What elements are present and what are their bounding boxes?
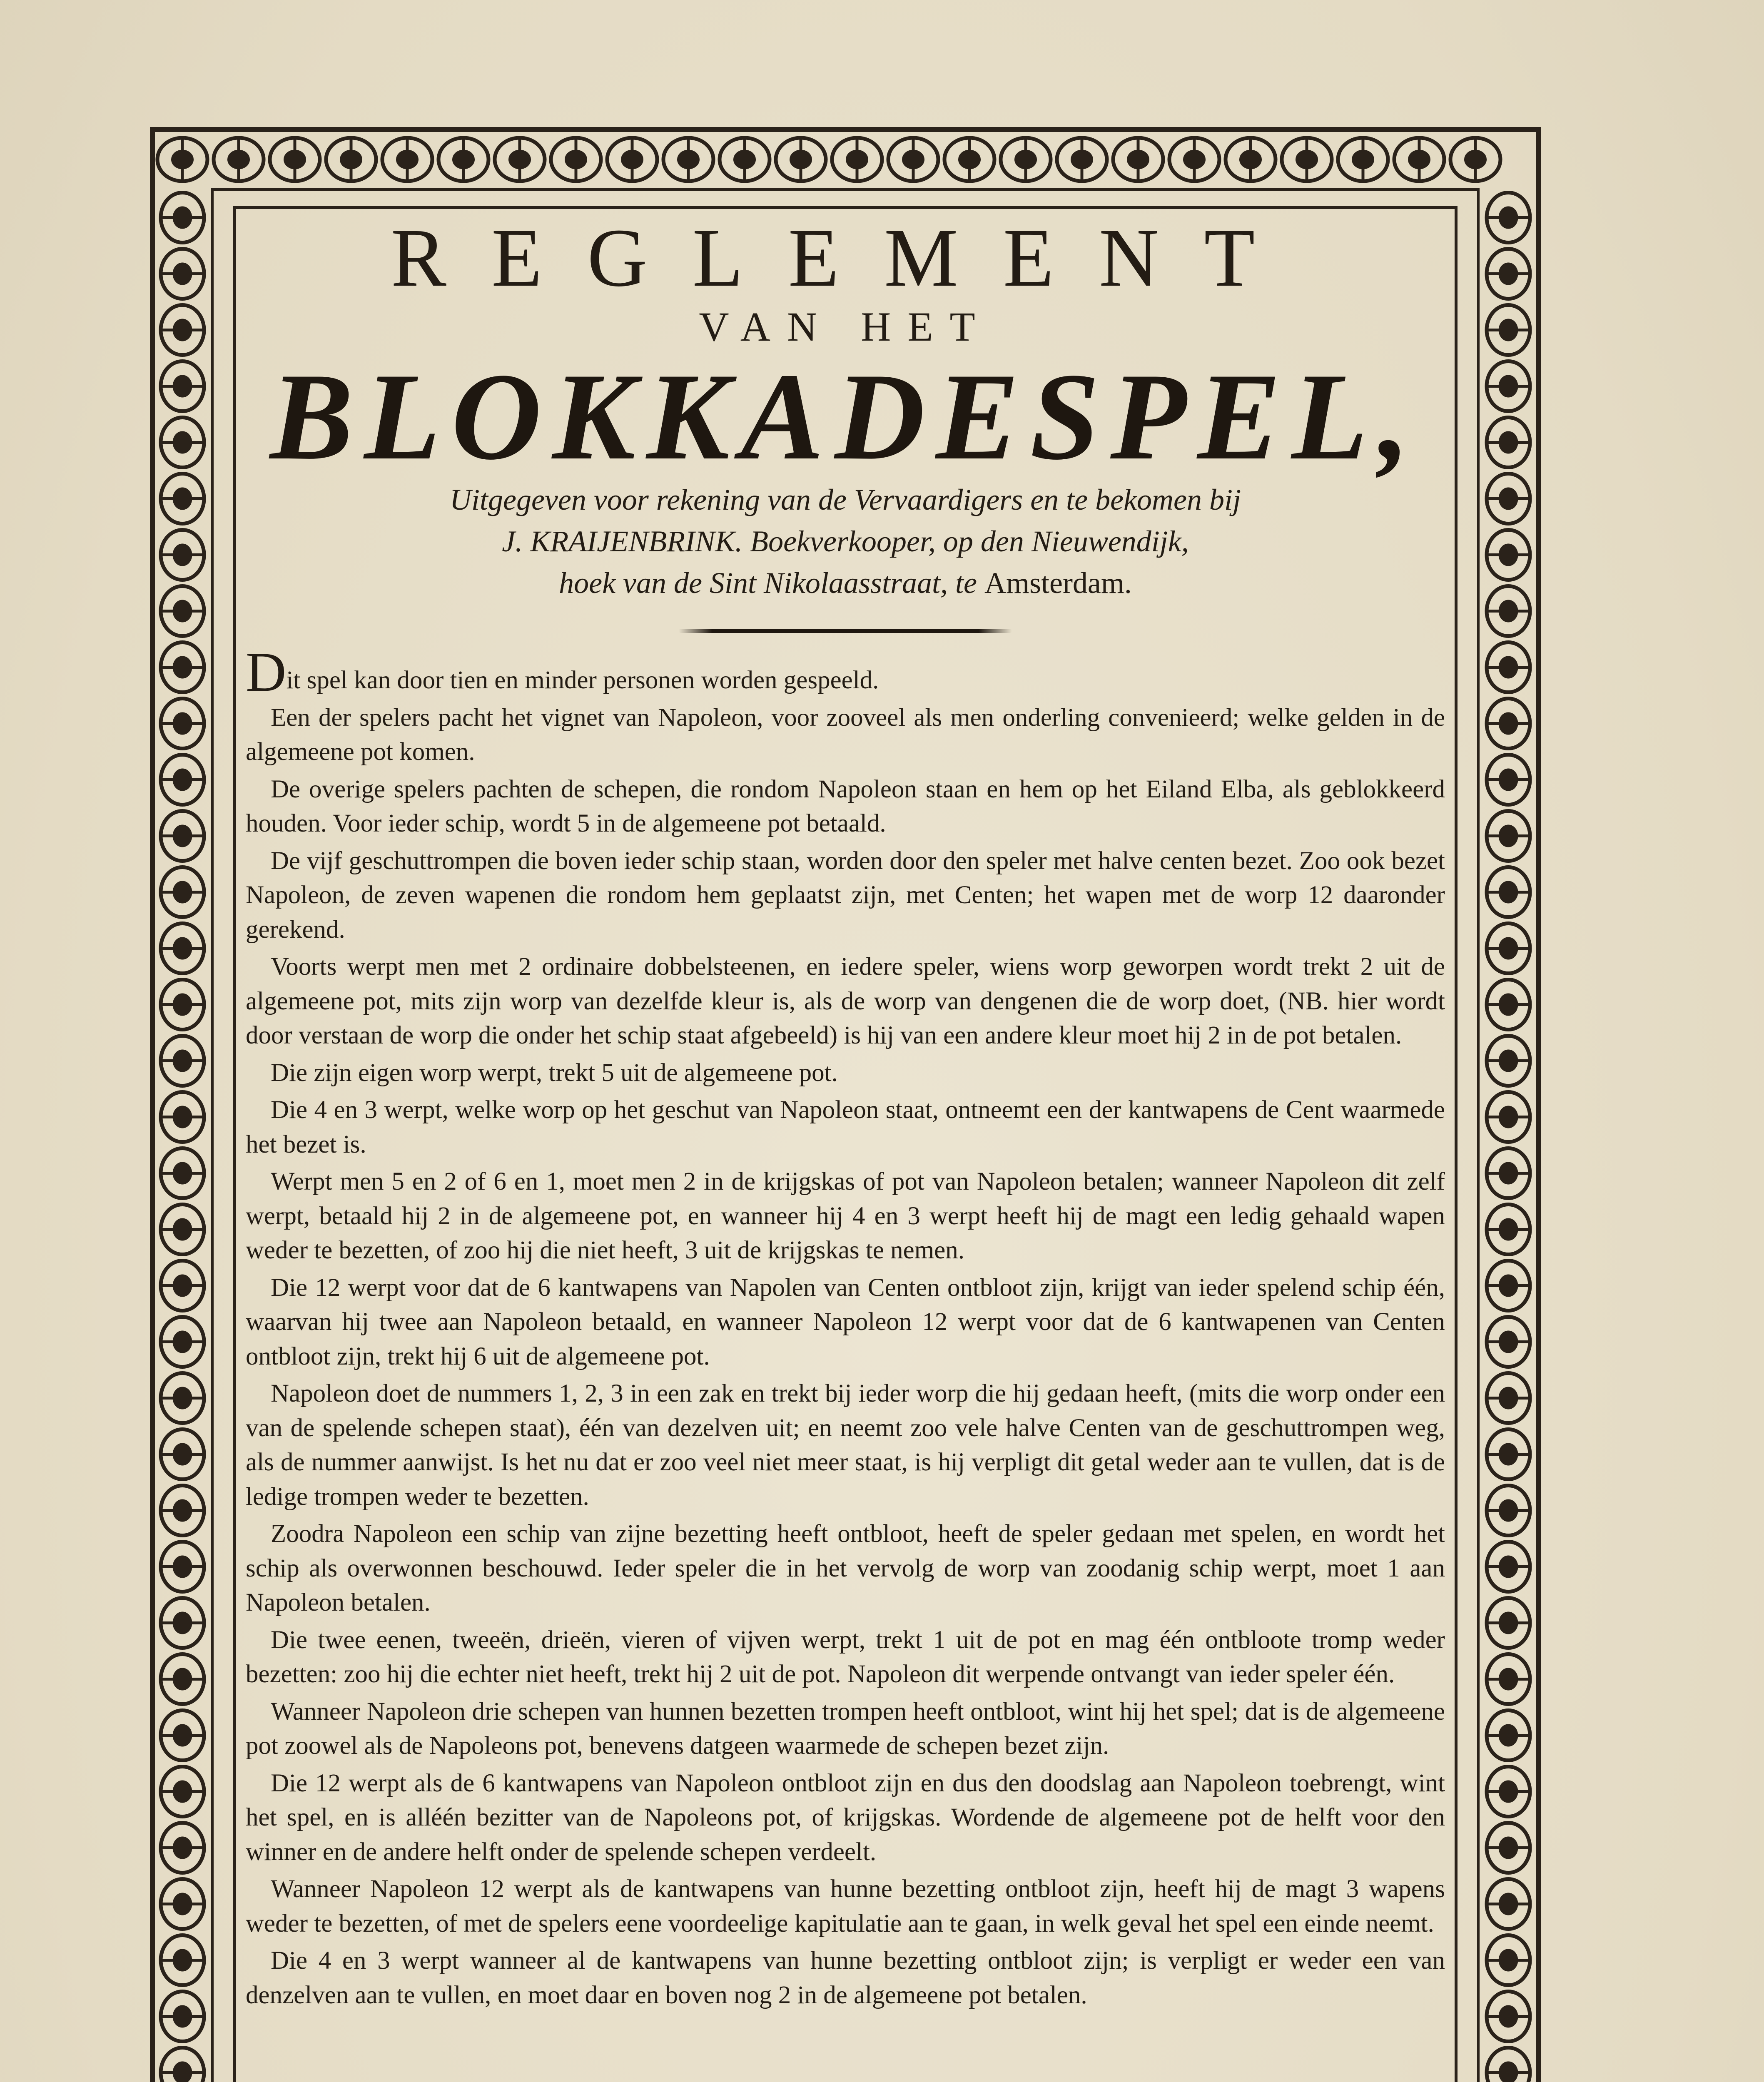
- border-ornament: [1487, 193, 1530, 243]
- border-ornament: [161, 1823, 204, 1873]
- border-ornament: [1487, 1036, 1530, 1086]
- border-ornament: [1487, 811, 1530, 861]
- publisher-line-upright: Amsterdam.: [984, 566, 1132, 600]
- rule-paragraph: Wanneer Napoleon drie schepen van hunnen bezetten trompen heeft ontbloot, wint hij het spel; dat is de algemeene pot zoowel als de Napoleons pot, benevens datgeen waarmede de schepen bezet zijn.: [246, 1697, 1445, 1760]
- first-paragraph-text: it spel kan door tien en minder personen worden gespeeld.: [286, 666, 879, 694]
- publisher-line: [246, 479, 1445, 520]
- border-ornament: [944, 138, 994, 181]
- rule-paragraph: Die 12 werpt voor dat de 6 kantwapens van Napolen van Centen ontbloot zijn, krijgt van ieder spelend schip één, waarvan hij twee aan Napoleon betaald, en wanneer Napoleon 12 werpt voor dat de 6 kantwapenen van Centen ontbloot zijn, trekt hij 6 uit de algemeene pot.: [246, 1273, 1445, 1370]
- rule-paragraph: Die 4 en 3 werpt, welke worp op het geschut van Napoleon staat, ontneemt een der kantwapens de Cent waarmede het bezet is.: [246, 1096, 1445, 1158]
- border-ornament: [161, 643, 204, 692]
- border-ornament: [495, 138, 545, 181]
- border-ornament: [1487, 755, 1530, 805]
- border-ornament: [161, 305, 204, 355]
- rule-paragraph: De overige spelers pachten de schepen, die rondom Napoleon staan en hem op het Eiland Elba, als geblokkeerd houden. Voor ieder schip, wordt 5 in de algemeene pot betaald.: [246, 775, 1445, 837]
- border-ornament: [1487, 1317, 1530, 1367]
- border-ornament: [161, 249, 204, 299]
- border-ornament: [439, 138, 488, 181]
- border-ornament: [1487, 1261, 1530, 1311]
- border-ornament: [1057, 138, 1107, 181]
- border-ornament: [161, 1711, 204, 1761]
- border-ornament: [161, 1261, 204, 1311]
- border-ornament: [161, 1542, 204, 1592]
- border-ornament: [161, 867, 204, 917]
- border-ornament: [832, 138, 882, 181]
- rule-paragraph: Zoodra Napoleon een schip van zijne bezetting heeft ontbloot, heeft de speler gedaan met spelen, en wordt het schip als overwonnen beschouwd. Ieder speler die in het vervolg de worp van zoodanig schip werpt, moet 1 aan Napoleon betalen.: [246, 1520, 1445, 1616]
- border-ornament: [1487, 249, 1530, 299]
- border-ornament: [161, 418, 204, 468]
- rule-paragraph: Voorts werpt men met 2 ordinaire dobbelsteenen, en iedere speler, wiens worp geworpen wordt trekt 2 uit de algemeene pot, mits zijn worp van dezelfde kleur is, als de worp van dengenen die de worp doet, (NB. hier wordt door verstaan de worp die onder het schip staat afgebeeld) is hij van een andere kleur moet hij 2 in de pot betalen.: [246, 953, 1445, 1049]
- border-ornament: [161, 1205, 204, 1255]
- border-ornament: [1487, 305, 1530, 355]
- border-ornament: [1338, 138, 1388, 181]
- border-ornament: [1487, 1767, 1530, 1817]
- border-ornament: [1487, 2048, 1530, 2082]
- publisher-line: [246, 562, 1445, 604]
- border-ornament: [1487, 474, 1530, 524]
- border-ornament: [157, 138, 207, 181]
- border-ornament: [1487, 1935, 1530, 1985]
- game-name: BLOKKADESPEL,: [270, 347, 1421, 486]
- border-ornament: [1487, 1092, 1530, 1142]
- rules-body: [246, 641, 1445, 2012]
- border-ornament: [1450, 138, 1500, 181]
- border-ornament: [1487, 530, 1530, 580]
- border-ornament: [161, 811, 204, 861]
- border-ornament: [1487, 1542, 1530, 1592]
- border-ornament: [161, 1486, 204, 1536]
- border-ornament: [1487, 1373, 1530, 1423]
- border-ornament: [663, 138, 713, 181]
- border-ornament: [161, 193, 204, 243]
- border-ornament: [382, 138, 432, 181]
- border-ornament: [1487, 1430, 1530, 1479]
- border-ornament: [1487, 361, 1530, 411]
- border-ornament: [161, 1092, 204, 1142]
- border-ornament: [1113, 138, 1163, 181]
- border-ornament: [1487, 1879, 1530, 1929]
- rule-paragraph: De vijf geschuttrompen die boven ieder schip staan, worden door den speler met halve centen bezet. Zoo ook bezet Napoleon, de zeven wapenen die rondom hem geplaatst zijn, met Centen; het wapen met de worp 12 daaronder gerekend.: [246, 847, 1445, 944]
- border-ornament: [161, 1373, 204, 1423]
- publisher-line-italic: Uitgegeven voor rekening van de Vervaardigers en te bekomen bij: [449, 483, 1241, 516]
- border-ornament: [214, 138, 264, 181]
- document-title: REGLEMENT: [391, 212, 1300, 304]
- rule-paragraph: Die twee eenen, tweeën, drieën, vieren of vijven werpt, trekt 1 uit de pot en mag één ontbloote tromp weder bezetten: zoo hij die echter niet heeft, trekt hij 2 uit de pot. Napoleon dit werpende ontvangt van ieder speler één.: [246, 1626, 1445, 1688]
- border-ornament: [1394, 138, 1444, 181]
- rule-paragraph: Die zijn eigen worp werpt, trekt 5 uit de algemeene pot.: [271, 1058, 838, 1087]
- border-ornament: [1487, 1654, 1530, 1704]
- border-ornament: [776, 138, 826, 181]
- border-ornament: [1001, 138, 1051, 181]
- border-ornament: [270, 138, 320, 181]
- border-ornament: [161, 1935, 204, 1985]
- border-ornament: [161, 1879, 204, 1929]
- rule-paragraph: Werpt men 5 en 2 of 6 en 1, moet men 2 in de krijgskas of pot van Napoleon betalen; wanneer Napoleon dit zelf werpt, betaald hij 2 in de algemeene pot, en wanneer hij 4 en 3 werpt heeft hij de magt een ledig gehaald wapen weder te bezetten, of zoo hij die niet heeft, 3 uit de krijgskas te nemen.: [246, 1168, 1445, 1264]
- border-ornament: [161, 530, 204, 580]
- border-ornament: [1487, 1205, 1530, 1255]
- rule-paragraph: Napoleon doet de nummers 1, 2, 3 in een zak en trekt bij ieder worp die hij gedaan heeft, (mits die worp onder een van de spelende schepen staat), één van dezelven uit; en neemt zoo vele halve Centen van de geschuttrompen weg, als de nummer aanwijst. Is het nu dat er zoo veel niet meer staat, is hij verpligt dit getal weder aan te vullen, dat is de ledige trompen weder te bezetten.: [246, 1380, 1445, 1511]
- border-ornament: [1487, 1148, 1530, 1198]
- title-divider: [679, 629, 1012, 633]
- border-ornament: [161, 1148, 204, 1198]
- rule-paragraph: Die 12 werpt als de 6 kantwapens van Napoleon ontbloot zijn en dus den doodslag aan Napoleon toebrengt, wint het spel, en is alléén bezitter van de Napoleons pot, of krijgskas. Wordende de algemeene pot de helft voor den winner en de andere helft onder de spelende schepen verdeelt.: [246, 1769, 1445, 1866]
- border-ornament: [161, 755, 204, 805]
- border-ornament: [1487, 1598, 1530, 1648]
- border-ornament: [161, 2048, 204, 2082]
- border-ornament: [1487, 699, 1530, 749]
- border-ornament: [1487, 924, 1530, 974]
- publisher-line-italic: hoek van de Sint Nikolaasstraat, te: [559, 566, 984, 600]
- border-ornament: [161, 361, 204, 411]
- border-ornament: [161, 1036, 204, 1086]
- border-ornament: [1487, 418, 1530, 468]
- border-ornament: [326, 138, 376, 181]
- border-ornament: [161, 1430, 204, 1479]
- drop-cap: D: [246, 641, 287, 703]
- document-content: [246, 212, 1445, 2082]
- border-ornament: [1226, 138, 1276, 181]
- border-ornament: [161, 1598, 204, 1648]
- border-ornament: [607, 138, 657, 181]
- border-ornament: [1487, 980, 1530, 1030]
- border-ornament: [161, 1654, 204, 1704]
- rule-paragraph: Wanneer Napoleon 12 werpt als de kantwapens van hunne bezetting ontbloot zijn, heeft hij de magt 3 wapens weder te bezetten, of met de spelers eene voordeelige kapitulatie aan te gaan, in welk geval het spel een einde neemt.: [246, 1875, 1445, 1938]
- border-ornament: [161, 1767, 204, 1817]
- border-ornament: [1487, 1823, 1530, 1873]
- publisher-block: [246, 479, 1445, 604]
- document-subtitle: VAN HET: [699, 304, 992, 350]
- rule-paragraph: Een der spelers pacht het vignet van Napoleon, voor zooveel als men onderling convenieerd; welke gelden in de algemeene pot komen.: [246, 703, 1445, 766]
- rule-paragraph: [246, 641, 1445, 703]
- border-ornament: [161, 1317, 204, 1367]
- border-ornament: [1487, 643, 1530, 692]
- border-ornament: [161, 474, 204, 524]
- border-ornament: [1487, 1486, 1530, 1536]
- border-ornament: [161, 980, 204, 1030]
- rule-paragraph: Die 4 en 3 werpt wanneer al de kantwapens van hunne bezetting ontbloot zijn; is verpligt er weder een van denzelven aan te vullen, en moet daar en boven nog 2 in de algemeene pot betalen.: [246, 1947, 1445, 2009]
- border-ornament: [161, 1992, 204, 2042]
- border-ornament: [1487, 1711, 1530, 1761]
- publisher-line-italic: J. KRAIJENBRINK. Boekverkooper, op den Nieuwendijk,: [502, 525, 1189, 558]
- border-ornament: [161, 699, 204, 749]
- border-ornament: [551, 138, 601, 181]
- publisher-line: [246, 520, 1445, 562]
- border-ornament: [161, 924, 204, 974]
- border-ornament: [1487, 867, 1530, 917]
- border-ornament: [720, 138, 770, 181]
- border-ornament: [161, 586, 204, 636]
- border-ornament: [1282, 138, 1332, 181]
- border-ornament: [1169, 138, 1219, 181]
- border-ornament: [1487, 586, 1530, 636]
- border-ornament: [1487, 1992, 1530, 2042]
- border-ornament: [888, 138, 938, 181]
